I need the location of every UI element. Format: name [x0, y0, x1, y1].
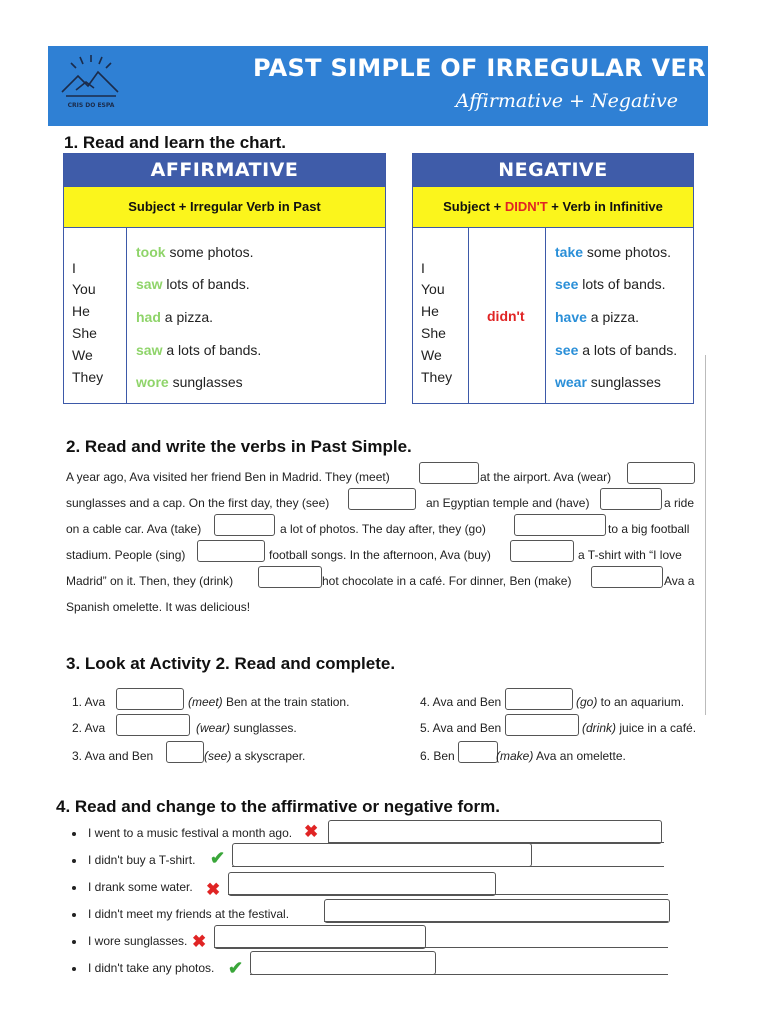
blank-buy[interactable]	[510, 540, 574, 562]
negative-pronoun-column	[413, 228, 469, 403]
activity-3-item-4: 4. Ava and Ben	[420, 695, 502, 709]
paragraph-text: sunglasses and a cap. On the first day, they (see)	[66, 496, 330, 510]
paragraph-text: on a cable car. Ava (take)	[66, 522, 202, 536]
activity-4-sentence: I didn't take any photos.	[88, 961, 215, 975]
bullet	[72, 859, 76, 863]
activity-4-answer-4[interactable]	[324, 899, 670, 923]
blank-wear[interactable]	[627, 462, 695, 484]
blank-go[interactable]	[514, 514, 606, 536]
page-subtitle: Affirmative + Negative	[455, 90, 678, 112]
bullet	[72, 940, 76, 944]
pronoun: You	[72, 281, 96, 297]
blank-make[interactable]	[591, 566, 663, 588]
negative-line: see a lots of bands.	[555, 342, 678, 358]
paragraph-text: Madrid” on it. Then, they (drink)	[66, 574, 234, 588]
negative-line: see lots of bands.	[555, 276, 666, 292]
activity-4-answer-5[interactable]	[214, 925, 426, 949]
activity-4-sentence: I didn't meet my friends at the festival.	[88, 907, 290, 921]
affirmative-header: AFFIRMATIVE	[64, 154, 385, 186]
answer-underline	[324, 921, 668, 922]
activity-3-item-2: 2. Ava	[72, 721, 106, 735]
activity-4-answer-1[interactable]	[328, 820, 662, 844]
bullet	[72, 913, 76, 917]
section-2-heading: 2. Read and write the verbs in Past Simple.	[66, 437, 412, 456]
didnt-column	[469, 228, 546, 403]
paragraph-text: hot chocolate in a café. For dinner, Ben (make)	[322, 574, 572, 588]
paragraph-text: football songs. In the afternoon, Ava (buy)	[269, 548, 491, 562]
answer-underline	[232, 866, 664, 867]
affirmative-line: saw a lots of bands.	[136, 342, 262, 358]
activity-3-item-1-rest: (meet) Ben at the train station.	[188, 695, 350, 709]
affirmative-line: took some photos.	[136, 244, 254, 260]
negative-header: NEGATIVE	[413, 154, 693, 186]
affirmative-line: had a pizza.	[136, 309, 214, 325]
paragraph-text: to a big football	[608, 522, 690, 536]
check-mark-icon: ✔	[210, 848, 226, 868]
activity-4-sentence: I went to a music festival a month ago.	[88, 826, 293, 840]
bullet	[72, 886, 76, 890]
blank-have[interactable]	[600, 488, 662, 510]
paragraph-text: a ride	[664, 496, 695, 510]
activity-4-answer-6[interactable]	[250, 951, 436, 975]
answer-underline	[250, 974, 668, 975]
pronoun: They	[421, 369, 453, 385]
activity-3-blank-6[interactable]	[458, 741, 498, 763]
negative-line: have a pizza.	[555, 309, 640, 325]
answer-underline	[228, 894, 668, 895]
activity-3-item-6-rest: (make) Ava an omelette.	[496, 749, 626, 763]
activity-3-blank-4[interactable]	[505, 688, 573, 710]
check-mark-icon: ✔	[228, 958, 244, 978]
bullet	[72, 832, 76, 836]
activity-3-item-3-rest: (see) a skyscraper.	[204, 749, 306, 763]
activity-3-item-6: 6. Ben	[420, 749, 455, 763]
affirmative-line: saw lots of bands.	[136, 276, 250, 292]
bullet	[72, 967, 76, 971]
pronoun: We	[72, 347, 93, 363]
activity-4-sentence: I wore sunglasses.	[88, 934, 188, 948]
activity-4-answer-3[interactable]	[228, 872, 496, 896]
section-4-heading: 4. Read and change to the affirmative or negative form.	[56, 797, 500, 816]
paragraph-text: at the airport. Ava (wear)	[480, 470, 612, 484]
page-title: PAST SIMPLE OF IRREGULAR VERBS	[253, 54, 743, 82]
blank-sing[interactable]	[197, 540, 265, 562]
pronoun: I	[421, 260, 425, 276]
affirmative-line: wore sunglasses	[136, 374, 243, 390]
pronoun: She	[421, 325, 446, 341]
blank-meet[interactable]	[419, 462, 479, 484]
page-edge-line	[705, 355, 706, 715]
negative-subheader: Subject + DIDN'T + Verb in Infinitive	[413, 186, 693, 228]
affirmative-chart	[63, 153, 386, 404]
paragraph-text: A year ago, Ava visited her friend Ben in Madrid. They (meet)	[66, 470, 390, 484]
answer-underline	[214, 947, 668, 948]
paragraph-text: Spanish omelette. It was delicious!	[66, 600, 251, 614]
section-1-heading: 1. Read and learn the chart.	[64, 133, 287, 152]
pronoun: You	[421, 281, 445, 297]
blank-take[interactable]	[214, 514, 275, 536]
activity-3-item-4-rest: (go) to an aquarium.	[576, 695, 685, 709]
paragraph-text: Ava a	[664, 574, 695, 588]
negative-line: take some photos.	[555, 244, 671, 260]
activity-3-item-2-rest: (wear) sunglasses.	[196, 721, 297, 735]
paragraph-text: an Egyptian temple and (have)	[426, 496, 590, 510]
activity-3-item-5: 5. Ava and Ben	[420, 721, 502, 735]
section-3-heading: 3. Look at Activity 2. Read and complete.	[66, 654, 396, 673]
affirmative-pronoun-column	[64, 228, 127, 403]
pronoun: He	[421, 303, 439, 319]
svg-text:CRIS DO ESPA: CRIS DO ESPA	[67, 102, 115, 109]
blank-drink[interactable]	[258, 566, 322, 588]
pronoun: She	[72, 325, 97, 341]
activity-4-answer-2[interactable]	[232, 843, 532, 867]
negative-line: wear sunglasses	[555, 374, 661, 390]
didnt-label: didn't	[487, 308, 525, 324]
paragraph-text: stadium. People (sing)	[66, 548, 186, 562]
pronoun: He	[72, 303, 90, 319]
activity-4-sentence: I drank some water.	[88, 880, 193, 894]
activity-3-item-3: 3. Ava and Ben	[72, 749, 154, 763]
activity-4-sentence: I didn't buy a T-shirt.	[88, 853, 196, 867]
paragraph-text: a T-shirt with “I love	[578, 548, 682, 562]
header-banner	[48, 46, 743, 126]
mountain-logo-icon	[56, 52, 126, 116]
activity-3-blank-2[interactable]	[116, 714, 190, 736]
activity-3-blank-1[interactable]	[116, 688, 184, 710]
pronoun: They	[72, 369, 104, 385]
activity-3-blank-3[interactable]	[166, 741, 204, 763]
cross-mark-icon: ✖	[192, 932, 207, 951]
affirmative-subheader: Subject + Irregular Verb in Past	[64, 186, 385, 228]
activity-3-item-5-rest: (drink) juice in a café.	[582, 721, 697, 735]
activity-3-item-1: 1. Ava	[72, 695, 106, 709]
cross-mark-icon: ✖	[304, 822, 319, 841]
pronoun: We	[421, 347, 442, 363]
paragraph-text: a lot of photos. The day after, they (go)	[280, 522, 486, 536]
negative-chart	[412, 153, 694, 404]
blank-see[interactable]	[348, 488, 416, 510]
activity-3-blank-5[interactable]	[505, 714, 579, 736]
pronoun: I	[72, 260, 76, 276]
cross-mark-icon: ✖	[206, 880, 221, 899]
